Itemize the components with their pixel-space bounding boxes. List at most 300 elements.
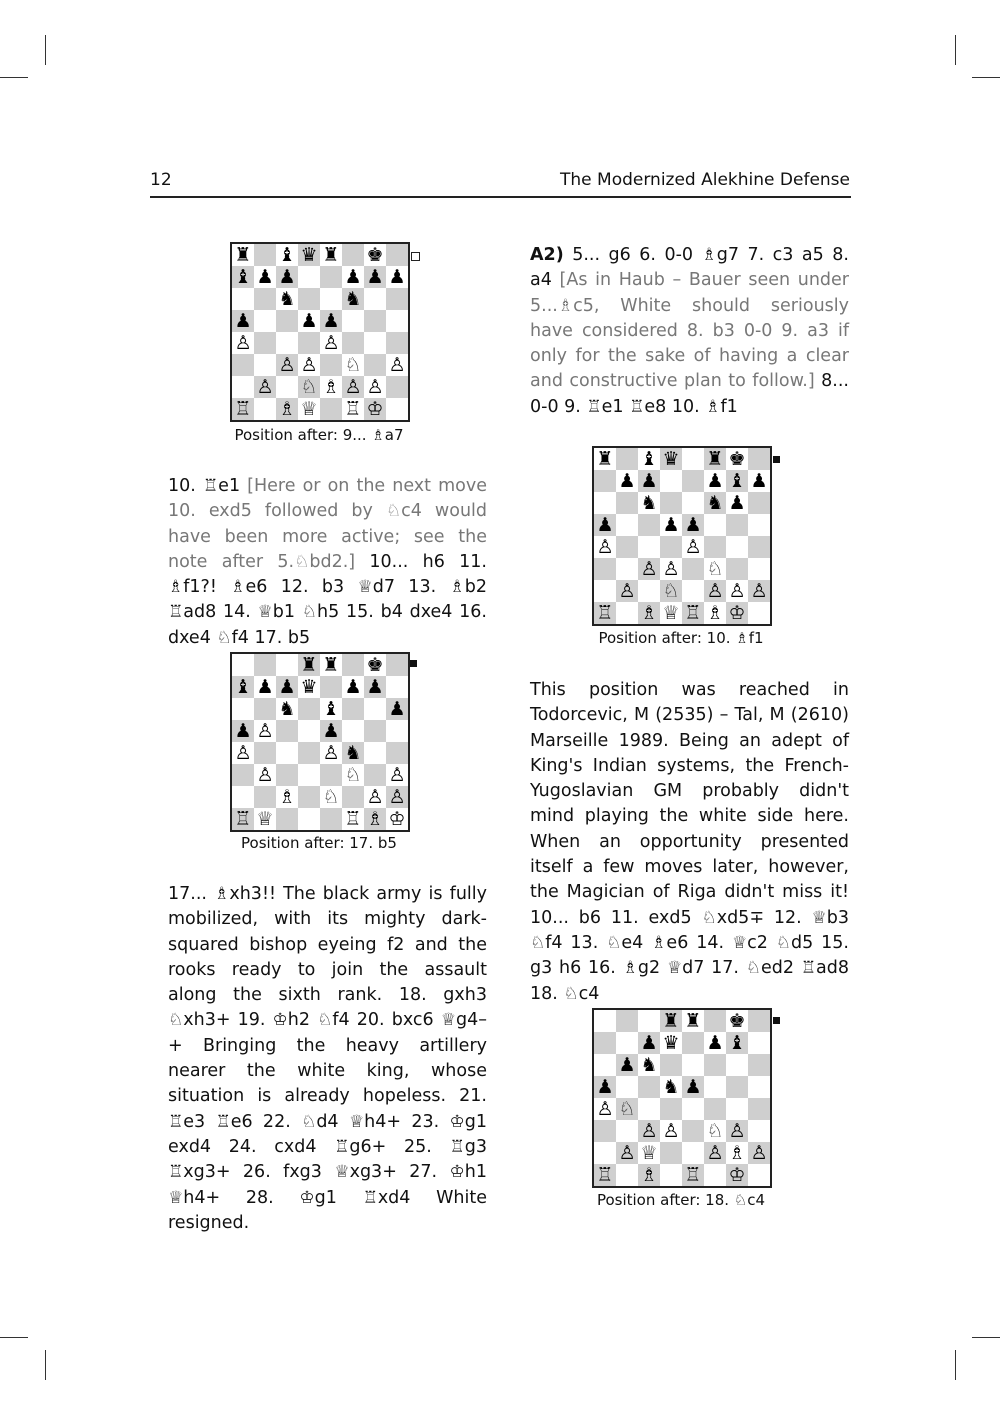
chessboard: [232, 244, 408, 420]
square-d7: [660, 470, 682, 492]
diagram-caption: Position after: 9... ♗a7: [234, 426, 404, 444]
square-g5: [364, 720, 386, 742]
square-d7: [298, 266, 320, 288]
piece-figurine: ♕: [811, 907, 827, 928]
square-a2: [594, 580, 616, 602]
text-run: e4: [621, 932, 652, 953]
piece-figurine: ♔: [449, 1111, 465, 1132]
square-e7: [320, 266, 342, 288]
piece-figurine: ♔: [449, 1162, 465, 1183]
square-b7: ♟: [254, 266, 276, 288]
piece-figurine: ♗: [701, 245, 717, 265]
text-run: xg3+ 27.: [349, 1162, 450, 1183]
text-run: h4+ 28.: [183, 1187, 300, 1208]
square-a4: ♙: [594, 536, 616, 558]
text-run: g7 7. c3 a5 8. a4: [530, 245, 849, 291]
square-a4: ♙: [232, 742, 254, 764]
square-a3: [594, 558, 616, 580]
square-g3: [364, 354, 386, 376]
square-g4: [726, 536, 748, 558]
text-run: g4–+ Bringing the heavy artillery nearer the white king, whose situation is already hopeless. 21.: [168, 1010, 488, 1107]
square-e2: [682, 1142, 704, 1164]
text-run: xh3+ 19.: [183, 1010, 273, 1031]
square-a3: [594, 1120, 616, 1142]
square-f5: [704, 1076, 726, 1098]
square-e8: ♜: [320, 654, 342, 676]
square-b6: ♟: [616, 1054, 638, 1076]
square-g2: ♙: [364, 376, 386, 398]
text-run: g1 exd4 24. cxd4: [168, 1111, 487, 1157]
square-d6: [660, 492, 682, 514]
square-h5: [386, 720, 408, 742]
text-run: g6+ 25.: [349, 1136, 450, 1157]
square-f5: [342, 310, 364, 332]
square-g7: ♟: [364, 266, 386, 288]
text-run: d7 13.: [372, 577, 450, 598]
square-c8: [276, 654, 298, 676]
square-d4: [660, 536, 682, 558]
square-g5: [364, 310, 386, 332]
square-d5: [298, 720, 320, 742]
square-c7: ♟: [276, 676, 298, 698]
piece-figurine: ♖: [362, 1187, 378, 1208]
square-d4: [660, 1098, 682, 1120]
square-b6: [616, 492, 638, 514]
piece-figurine: ♕: [257, 602, 273, 623]
square-e6: [320, 288, 342, 310]
square-c3: ♙: [276, 354, 298, 376]
square-b2: ♙: [616, 580, 638, 602]
square-a2: [232, 376, 254, 398]
square-a8: [594, 1010, 616, 1032]
crop-mark: [0, 77, 28, 78]
square-b1: [254, 398, 276, 420]
square-f8: [704, 1010, 726, 1032]
text-run: f1?!: [183, 577, 231, 598]
black-to-move-marker: [773, 456, 780, 463]
piece-figurine: ♕: [334, 1162, 350, 1183]
piece-figurine: ♗: [622, 958, 638, 979]
square-f6: ♞: [704, 492, 726, 514]
piece-figurine: ♗: [168, 577, 184, 598]
square-c1: [276, 808, 298, 830]
square-d1: ♕: [298, 398, 320, 420]
square-g4: [726, 1098, 748, 1120]
square-d4: [298, 742, 320, 764]
square-h8: [386, 654, 408, 676]
square-b5: [616, 1076, 638, 1098]
square-f8: ♜: [704, 448, 726, 470]
piece-figurine: ♘: [530, 932, 546, 953]
piece-figurine: ♘: [701, 907, 717, 928]
text-run: g1: [314, 1187, 363, 1208]
text-run: e1: [218, 476, 248, 496]
square-e5: ♟: [682, 514, 704, 536]
square-e5: ♟: [320, 310, 342, 332]
text-run: h5 15. b4 dxe4 16. dxe4: [168, 602, 487, 648]
square-f7: ♟: [704, 1032, 726, 1054]
square-b6: [254, 698, 276, 720]
square-d2: [298, 786, 320, 808]
square-g6: [364, 698, 386, 720]
square-b5: [254, 310, 276, 332]
square-e2: ♘: [320, 786, 342, 808]
piece-figurine: ♖: [215, 1111, 231, 1132]
square-d3: ♙: [660, 558, 682, 580]
text-run: c2: [747, 932, 776, 953]
square-d3: ♙: [660, 1120, 682, 1142]
square-a7: [594, 1032, 616, 1054]
square-f1: ♖: [342, 398, 364, 420]
square-c2: [638, 580, 660, 602]
piece-figurine: ♖: [168, 1162, 184, 1183]
square-f2: ♙: [704, 1142, 726, 1164]
square-a8: ♜: [232, 244, 254, 266]
piece-figurine: ♘: [775, 932, 792, 953]
square-a1: ♖: [232, 398, 254, 420]
square-c1: ♗: [638, 602, 660, 624]
square-f5: [704, 514, 726, 536]
square-c1: ♗: [276, 398, 298, 420]
piece-figurine: ♕: [666, 958, 683, 979]
square-a7: ♝: [232, 676, 254, 698]
square-b5: [616, 514, 638, 536]
piece-figurine: ♖: [168, 1111, 184, 1132]
square-c2: ♗: [276, 786, 298, 808]
square-d5: ♟: [660, 514, 682, 536]
square-b3: [254, 354, 276, 376]
square-e7: [320, 676, 342, 698]
square-e1: [320, 808, 342, 830]
square-e4: ♙: [320, 332, 342, 354]
square-g1: ♗: [364, 808, 386, 830]
square-e3: [682, 1120, 704, 1142]
piece-figurine: ♕: [168, 1187, 184, 1208]
square-b8: [616, 448, 638, 470]
square-d6: [298, 698, 320, 720]
square-f4: [704, 1098, 726, 1120]
square-f7: ♟: [342, 676, 364, 698]
square-f8: [342, 654, 364, 676]
square-b4: [254, 332, 276, 354]
square-d8: ♛: [660, 448, 682, 470]
square-a7: [594, 470, 616, 492]
text-run: d4: [316, 1111, 349, 1132]
text-run: 10... h6 11.: [355, 551, 487, 572]
square-b1: [616, 602, 638, 624]
square-d1: [660, 1164, 682, 1186]
square-c7: ♟: [276, 266, 298, 288]
text-run: xg3+ 26. fxg3: [183, 1162, 335, 1183]
square-d6: [660, 1054, 682, 1076]
black-to-move-marker: [773, 1017, 780, 1024]
square-h6: [748, 492, 770, 514]
square-e6: [682, 1054, 704, 1076]
square-d3: [298, 764, 320, 786]
square-g8: ♚: [726, 448, 748, 470]
square-a6: [232, 288, 254, 310]
square-h8: [748, 448, 770, 470]
square-d2: ♘: [298, 376, 320, 398]
text-run: 10.: [168, 476, 203, 496]
text-run: 17...: [168, 884, 215, 904]
square-h6: ♟: [386, 698, 408, 720]
square-d3: ♙: [298, 354, 320, 376]
chessboard: [232, 654, 408, 830]
square-f5: [342, 720, 364, 742]
piece-figurine: ♗: [214, 884, 230, 904]
text-run: c5, White should seriously have considered 8. b3 0-0 9. a3 if only for the sake of having a clear and constructive plan to follow.]: [530, 295, 849, 392]
square-g7: ♝: [726, 1032, 748, 1054]
square-h5: [748, 514, 770, 536]
square-a7: ♝: [232, 266, 254, 288]
square-e5: ♟: [320, 720, 342, 742]
piece-figurine: ♖: [629, 396, 645, 417]
text-run: 8... 0-0 9.: [530, 371, 849, 417]
piece-figurine: ♖: [586, 396, 602, 417]
square-b7: ♟: [616, 470, 638, 492]
square-g8: ♚: [364, 244, 386, 266]
square-f3: ♘: [342, 764, 364, 786]
piece-figurine: ♖: [449, 1136, 465, 1157]
text-run: f4 17. b5: [231, 627, 311, 648]
chess-diagram-1: [230, 242, 410, 422]
square-d2: ♘: [660, 580, 682, 602]
chessboard: [594, 1010, 770, 1186]
text-run: e1: [601, 396, 630, 417]
square-a4: ♙: [594, 1098, 616, 1120]
piece-figurine: ♕: [357, 577, 373, 598]
crop-mark: [955, 1350, 956, 1380]
paragraph-moves-10: [168, 474, 487, 651]
square-a2: [594, 1142, 616, 1164]
square-f1: ♗: [704, 602, 726, 624]
square-a2: [232, 786, 254, 808]
square-a1: ♖: [232, 808, 254, 830]
square-f4: ♞: [342, 742, 364, 764]
text-run: f4 13.: [545, 932, 607, 953]
square-c4: [276, 332, 298, 354]
chess-diagram-4: [592, 1008, 772, 1188]
square-b3: [616, 1120, 638, 1142]
piece-figurine: ♗: [449, 577, 465, 598]
square-e4: [682, 1098, 704, 1120]
square-d7: ♛: [298, 676, 320, 698]
square-d6: [298, 288, 320, 310]
page-number: 12: [150, 170, 172, 190]
square-g3: [364, 764, 386, 786]
square-b4: [616, 536, 638, 558]
text-run: e6 14.: [666, 932, 732, 953]
square-b3: [616, 558, 638, 580]
square-d4: [298, 332, 320, 354]
square-d1: [298, 808, 320, 830]
square-f7: ♟: [342, 266, 364, 288]
square-c3: ♙: [638, 1120, 660, 1142]
square-c6: ♞: [638, 1054, 660, 1076]
square-a8: ♜: [594, 448, 616, 470]
piece-figurine: ♔: [272, 1010, 288, 1031]
square-d1: ♕: [660, 602, 682, 624]
piece-figurine: ♘: [168, 1010, 184, 1031]
square-h7: ♟: [386, 266, 408, 288]
text-run: f1: [720, 396, 738, 417]
square-d5: ♟: [298, 310, 320, 332]
square-h5: [748, 1076, 770, 1098]
square-g7: ♟: [364, 676, 386, 698]
piece-figurine: ♗: [651, 932, 667, 953]
square-h1: [386, 398, 408, 420]
text-run: A2): [530, 245, 564, 265]
piece-figurine: ♗: [230, 577, 246, 598]
piece-figurine: ♕: [348, 1111, 365, 1132]
square-f8: [342, 244, 364, 266]
paragraph-game-commentary: [530, 678, 849, 1007]
square-h3: ♙: [386, 354, 408, 376]
text-run: g2: [637, 958, 667, 979]
text-run: h1: [464, 1162, 487, 1183]
text-run: c4 would have been more active; see the note after 5.: [168, 501, 488, 572]
square-e6: [682, 492, 704, 514]
square-b4: [254, 742, 276, 764]
square-e2: [682, 580, 704, 602]
text-run: d5 15. g3 h6 16.: [530, 932, 849, 979]
square-c5: [276, 310, 298, 332]
square-a3: [232, 764, 254, 786]
square-f2: ♙: [342, 376, 364, 398]
square-a6: [594, 492, 616, 514]
square-g8: ♚: [364, 654, 386, 676]
text-run: This position was reached in Todorcevic, M (2535) – Tal, M (2610) Marseille 1989. Being an adept of King's Indian systems, the French-Yugoslavian GM probably didn't mind playing the white side here. When an opportunity presented itself a few moves later, however, the Magician of Riga didn't miss it! 10... b6 11. exd5: [530, 680, 849, 928]
square-e4: ♙: [320, 742, 342, 764]
square-a5: ♟: [594, 514, 616, 536]
square-e6: ♝: [320, 698, 342, 720]
text-run: e8 10.: [644, 396, 706, 417]
text-run: e6 22.: [230, 1111, 302, 1132]
white-to-move-marker: [411, 252, 420, 261]
square-b2: ♙: [254, 376, 276, 398]
piece-figurine: ♗: [705, 396, 721, 417]
square-f2: ♙: [704, 580, 726, 602]
piece-figurine: ♘: [385, 501, 402, 522]
square-g6: [364, 288, 386, 310]
square-f6: [342, 698, 364, 720]
square-c8: ♝: [638, 448, 660, 470]
square-e1: ♖: [682, 1164, 704, 1186]
square-c6: ♞: [276, 698, 298, 720]
square-b7: [616, 1032, 638, 1054]
piece-figurine: ♔: [299, 1187, 315, 1208]
square-a5: ♟: [232, 720, 254, 742]
text-run: e3: [183, 1111, 216, 1132]
square-e2: ♗: [320, 376, 342, 398]
square-f6: [704, 1054, 726, 1076]
square-d7: ♛: [660, 1032, 682, 1054]
square-e4: ♙: [682, 536, 704, 558]
square-f2: [342, 786, 364, 808]
square-h4: [386, 742, 408, 764]
square-c4: [638, 1098, 660, 1120]
square-h1: ♔: [386, 808, 408, 830]
text-run: [Here or on the next move 10. exd5 followed by: [168, 476, 487, 522]
square-c2: [276, 376, 298, 398]
square-h2: ♙: [386, 786, 408, 808]
text-run: [As in Haub – Bauer seen under 5...: [530, 270, 850, 316]
square-e1: ♖: [682, 602, 704, 624]
square-g1: ♔: [364, 398, 386, 420]
square-f1: [704, 1164, 726, 1186]
square-h3: [748, 1120, 770, 1142]
square-h6: [748, 1054, 770, 1076]
square-e5: ♟: [682, 1076, 704, 1098]
square-e8: ♜: [682, 1010, 704, 1032]
square-h4: [386, 332, 408, 354]
square-c5: [276, 720, 298, 742]
square-g5: [726, 1076, 748, 1098]
text-run: ed2: [761, 958, 801, 979]
square-a1: ♖: [594, 1164, 616, 1186]
square-h4: [748, 536, 770, 558]
piece-figurine: ♘: [301, 602, 318, 623]
square-e7: [682, 470, 704, 492]
square-b2: ♙: [616, 1142, 638, 1164]
square-h6: [386, 288, 408, 310]
square-f1: ♖: [342, 808, 364, 830]
piece-figurine: ♘: [745, 958, 761, 979]
square-g2: ♙: [364, 786, 386, 808]
square-b8: [254, 654, 276, 676]
text-run: b2: [464, 577, 487, 598]
square-a5: ♟: [232, 310, 254, 332]
piece-figurine: ♘: [606, 932, 622, 953]
square-h3: ♙: [386, 764, 408, 786]
square-c8: [638, 1010, 660, 1032]
text-run: b3: [826, 907, 849, 928]
square-b1: [616, 1164, 638, 1186]
text-run: g3: [464, 1136, 487, 1157]
text-run: b1: [272, 602, 302, 623]
square-c8: ♝: [276, 244, 298, 266]
square-g6: [726, 1054, 748, 1076]
piece-figurine: ♖: [334, 1136, 350, 1157]
square-c7: ♟: [638, 1032, 660, 1054]
square-g3: ♙: [726, 1120, 748, 1142]
text-run: xd5∓ 12.: [716, 907, 812, 928]
square-f3: ♘: [704, 558, 726, 580]
square-f4: [342, 332, 364, 354]
square-c4: [638, 536, 660, 558]
square-f7: ♟: [704, 470, 726, 492]
square-h1: [748, 602, 770, 624]
square-a4: ♙: [232, 332, 254, 354]
piece-figurine: ♖: [202, 476, 219, 496]
square-f3: ♘: [704, 1120, 726, 1142]
square-g4: [364, 742, 386, 764]
square-e1: [320, 398, 342, 420]
crop-mark: [45, 1350, 46, 1380]
square-c5: [638, 1076, 660, 1098]
square-a6: [232, 698, 254, 720]
text-run: ad8 18.: [530, 958, 849, 1004]
square-h7: [748, 1032, 770, 1054]
square-h8: [386, 244, 408, 266]
diagram-caption: Position after: 10. ♗f1: [598, 629, 764, 647]
square-g2: ♙: [726, 580, 748, 602]
square-g1: ♔: [726, 602, 748, 624]
square-g8: ♚: [726, 1010, 748, 1032]
square-h2: ♙: [748, 580, 770, 602]
square-g5: [726, 514, 748, 536]
